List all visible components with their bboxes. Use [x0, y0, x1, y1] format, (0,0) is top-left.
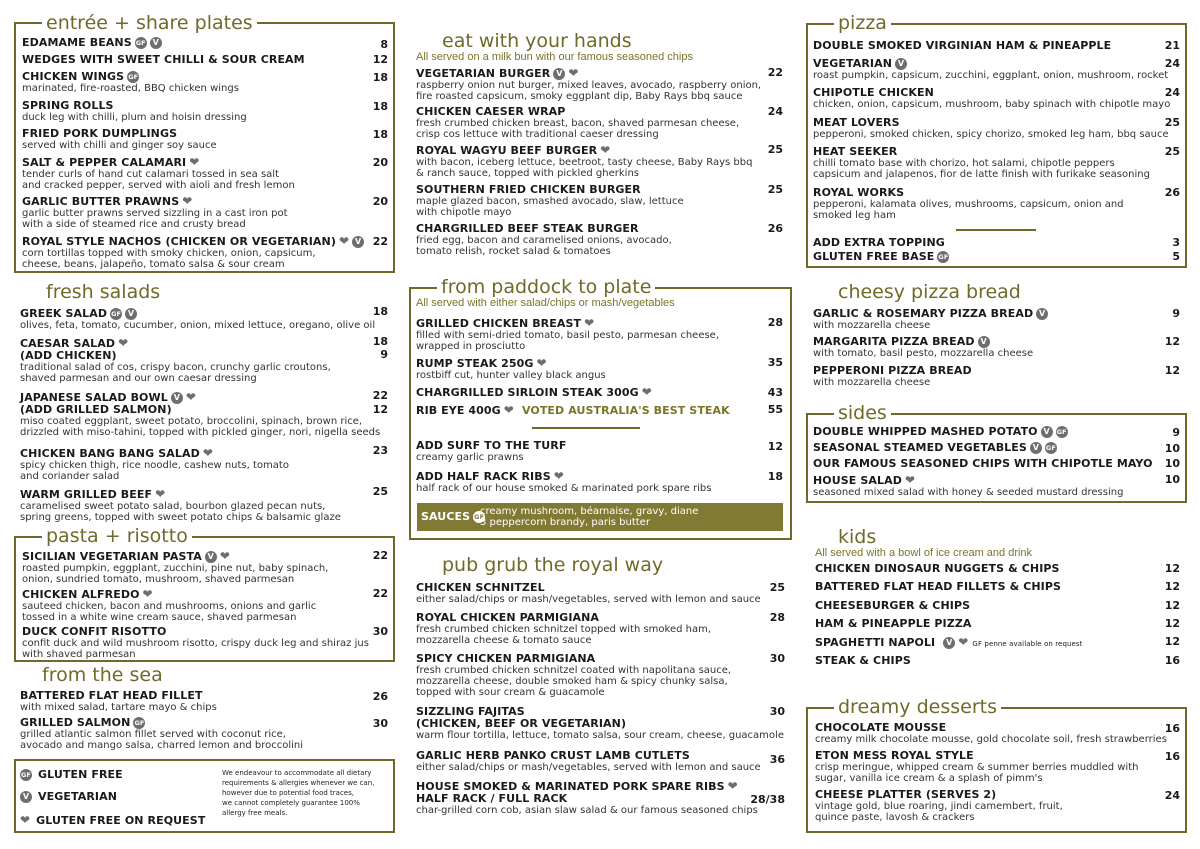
item-price: 10 [1164, 473, 1180, 486]
menu-item: SPICY CHICKEN PARMIGIANA fresh crumbed chicken schnitzel coated with napolitana sauce, mozzarella cheese, double smoked ham & spicy chunky salsa, topped with sour cream & guacamole [416, 652, 732, 698]
menu-item: SOUTHERN FRIED CHICKEN BURGER maple glazed bacon, smashed avocado, slaw, lettuce with chipotle mayo [416, 183, 684, 218]
menu-item: CHICKEN DINOSAUR NUGGETS & CHIPS [815, 562, 1060, 575]
best-steak-tag: VOTED AUSTRALIA'S BEST STEAK [521, 404, 730, 417]
heart-icon: ❤ [958, 635, 969, 649]
menu-item: PEPPERONI PIZZA BREAD with mozzarella cheese [813, 364, 972, 388]
gluten-free-icon: GF [128, 73, 139, 81]
item-price: 18 [372, 335, 388, 348]
vegetarian-icon: V [943, 637, 955, 649]
menu-item: CHICKEN SCHNITZEL either salad/chips or mash/vegetables, served with lemon and sauce [416, 581, 761, 605]
item-price: 12 [1164, 617, 1180, 630]
hands-title: eat with your hands [442, 30, 632, 52]
vegetarian-icon: V [125, 308, 137, 320]
menu-item: DOUBLE WHIPPED MASHED POTATO V GF [813, 425, 1067, 438]
menu-item: RUMP STEAK 250G ❤ rostbiff cut, hunter valley black angus [416, 356, 606, 381]
pub-title: pub grub the royal way [442, 554, 664, 576]
item-price: 10 [1164, 457, 1180, 470]
heart-icon: ❤ [219, 549, 230, 563]
legend-vegetarian: V VEGETARIAN [20, 791, 117, 803]
item-price: 16 [1164, 654, 1180, 667]
heart-icon: ❤ [553, 469, 564, 483]
menu-item: SALT & PEPPER CALAMARI ❤ tender curls of hand cut calamari tossed in sea salt and cracked pepper, served with aioli and fresh lemon [22, 155, 295, 191]
menu-item: ADD SURF TO THE TURF creamy garlic prawns [416, 439, 567, 463]
menu-item: SICILIAN VEGETARIAN PASTA V ❤ roasted pumpkin, eggplant, zucchini, pine nut, baby spinach, onion, sundried tomato, mushroom, shaved parmesan [22, 549, 329, 585]
item-price-extra: 12 [372, 403, 388, 416]
item-price-extra: 9 [380, 348, 388, 361]
item-price: 9 [1172, 426, 1180, 439]
menu-item: VEGETARIAN BURGER V ❤ raspberry onion nut burger, mixed leaves, avocado, raspberry onion, fire roasted capsicum, smoky eggplant dip, Baby Rays bbq sauce [416, 66, 762, 102]
vegetarian-icon: V [205, 551, 217, 563]
heart-icon: ❤ [118, 336, 129, 350]
gluten-free-icon: GF [1056, 428, 1067, 436]
menu-item: FRIED PORK DUMPLINGS served with chilli and ginger soy sauce [22, 127, 217, 151]
item-price: 30 [769, 652, 785, 665]
menu-item: BATTERED FLAT HEAD FILLETS & CHIPS [815, 580, 1062, 593]
pasta-title: pasta + risotto [42, 525, 192, 547]
menu-item: ROYAL CHICKEN PARMIGIANA fresh crumbed chicken schnitzel topped with smoked ham, mozzarella cheese & tomato sauce [416, 611, 712, 646]
vegetarian-icon: V [553, 68, 565, 80]
item-price: 22 [372, 549, 388, 562]
paddock-subtitle: All served with either salad/chips or mash/vegetables [416, 297, 675, 309]
gluten-free-icon: GF [938, 253, 949, 261]
item-price: 24 [1164, 57, 1180, 70]
heart-icon: ❤ [155, 487, 166, 501]
menu-item: GARLIC HERB PANKO CRUST LAMB CUTLETS either salad/chips or mash/vegetables, served with lemon and sauce [416, 749, 761, 773]
divider [532, 427, 640, 429]
item-price: 18 [372, 71, 388, 84]
item-price: 28 [767, 316, 783, 329]
heart-icon: ❤ [182, 194, 193, 208]
item-price: 18 [372, 100, 388, 113]
menu-item: HAM & PINEAPPLE PIZZA [815, 617, 972, 630]
item-price: 9 [1172, 307, 1180, 320]
vegetarian-icon: V [1030, 442, 1042, 454]
item-price: 22 [372, 587, 388, 600]
sides-title: sides [834, 402, 891, 424]
menu-item: WARM GRILLED BEEF ❤ caramelised sweet potato salad, bourbon glazed pecan nuts, spring greens, topped with sweet potato chips & balsamic glaze [20, 487, 341, 523]
item-price: 16 [1164, 722, 1180, 735]
item-price: 12 [1164, 364, 1180, 377]
paddock-title: from paddock to plate [437, 276, 655, 298]
menu-item: CHICKEN BANG BANG SALAD ❤ spicy chicken thigh, rice noodle, cashew nuts, tomato and coriander salad [20, 446, 289, 482]
item-price: 26 [372, 690, 388, 703]
item-price: 55 [767, 403, 783, 416]
menu-item: ROYAL STYLE NACHOS (CHICKEN OR VEGETARIAN) ❤ V corn tortillas topped with smoky chicken, onion, capsicum, cheese, beans, jalapeño, tomato salsa & sour cream [22, 235, 364, 270]
heart-icon: ❤ [185, 390, 197, 404]
gluten-free-icon: GF [135, 39, 146, 47]
menu-item: GRILLED CHICKEN BREAST ❤ filled with semi-dried tomato, basil pesto, parmesan cheese, wrapped in prosciutto [416, 316, 720, 352]
menu-item: EDAMAME BEANS GF V [22, 37, 162, 49]
vegetarian-icon: V [978, 336, 990, 348]
item-price: 10 [1164, 442, 1180, 455]
item-price: 43 [767, 386, 783, 399]
menu-item: GLUTEN FREE BASE GF [813, 250, 949, 263]
heart-icon: ❤ [600, 143, 611, 157]
heart-icon: ❤ [142, 587, 153, 601]
item-price: 12 [1164, 335, 1180, 348]
item-price: 22 [767, 66, 783, 79]
heart-icon: ❤ [727, 779, 738, 793]
gluten-free-icon: GF [474, 513, 485, 521]
item-price: 5 [1172, 250, 1180, 263]
item-price: 26 [767, 222, 783, 235]
menu-item: HOUSE SALAD ❤ seasoned mixed salad with honey & seeded mustard dressing [813, 473, 1124, 498]
item-price: 12 [767, 440, 783, 453]
menu-item: SPRING ROLLS duck leg with chilli, plum and hoisin dressing [22, 99, 247, 123]
desserts-title: dreamy desserts [834, 696, 1001, 718]
item-price: 25 [1164, 116, 1180, 129]
item-price: 25 [767, 143, 783, 156]
vegetarian-icon: V [1041, 426, 1053, 438]
salads-title: fresh salads [46, 281, 161, 303]
menu-item: ADD HALF RACK RIBS ❤ half rack of our house smoked & marinated pork spare ribs [416, 469, 712, 494]
hands-subtitle: All served on a milk bun with our famous seasoned chips [416, 51, 693, 63]
menu-item: CHARGRILLED BEEF STEAK BURGER fried egg, bacon and caramelised onions, avocado, tomato relish, rocket salad & tomatoes [416, 222, 672, 257]
gluten-free-icon: GF [21, 771, 31, 779]
sauces-banner: SAUCES GF creamy mushroom, béarnaise, gravy, diane 3 peppercorn brandy, paris butter [417, 503, 783, 531]
heart-icon: ❤ [338, 234, 350, 248]
menu-item: CHICKEN CAESER WRAP fresh crumbed chicken breast, bacon, shaved parmesan cheese, crisp cos lettuce with traditional caeser dressing [416, 105, 740, 140]
menu-item: CHEESEBURGER & CHIPS [815, 599, 971, 612]
item-price: 18 [767, 470, 783, 483]
menu-item: ROYAL WORKS pepperoni, kalamata olives, mushrooms, capsicum, onion and smoked leg ham [813, 186, 1124, 221]
divider [956, 229, 1036, 231]
menu-item: HEAT SEEKER chilli tomato base with chorizo, hot salami, chipotle peppers capsicum and jalapenos, fior de latte finish with furikake seasoning [813, 145, 1150, 180]
item-price: 26 [1164, 186, 1180, 199]
menu-item: ADD EXTRA TOPPING [813, 236, 945, 249]
legend-gf-request: ❤ GLUTEN FREE ON REQUEST [20, 813, 206, 827]
item-price: 8 [380, 38, 388, 51]
menu-item: MARGARITA PIZZA BREAD V with tomato, basil pesto, mozzarella cheese [813, 335, 1034, 359]
item-price: 25 [767, 183, 783, 196]
item-price: 25 [1164, 145, 1180, 158]
menu-item: HOUSE SMOKED & MARINATED PORK SPARE RIBS ❤ HALF RACK / FULL RACK char-grilled corn cob, asian slaw salad & our famous seasoned chips [416, 779, 758, 816]
item-price: 12 [1164, 580, 1180, 593]
heart-icon: ❤ [189, 155, 200, 169]
menu-item: SPAGHETTI NAPOLI V ❤ GF penne available on request [815, 635, 1083, 649]
item-price: 28 [769, 611, 785, 624]
vegetarian-icon: V [20, 791, 32, 803]
menu-item: RIB EYE 400G ❤ VOTED AUSTRALIA'S BEST STEAK [416, 403, 730, 417]
pizza-title: pizza [834, 12, 891, 34]
menu-item: SIZZLING FAJITAS (CHICKEN, BEEF OR VEGETARIAN) warm flour tortilla, lettuce, tomato salsa, sour cream, cheese, guacamole [416, 705, 784, 741]
menu-item: MEAT LOVERS pepperoni, smoked chicken, spicy chorizo, smoked leg ham, bbq sauce [813, 116, 1169, 140]
heart-icon: ❤ [584, 316, 595, 330]
item-price: 23 [372, 444, 388, 457]
menu-item: CAESAR SALAD ❤ (ADD CHICKEN) traditional salad of cos, crispy bacon, crunchy garlic croutons, shaved parmesan and our own caesar dressing [20, 336, 331, 384]
menu-item: STEAK & CHIPS [815, 654, 911, 667]
menu-item: CHOCOLATE MOUSSE creamy milk chocolate mousse, gold chocolate soil, fresh strawberries [815, 721, 1167, 745]
item-price: 25 [769, 581, 785, 594]
vegetarian-icon: V [352, 236, 364, 248]
menu-item: CHICKEN WINGS GF marinated, fire-roasted, BBQ chicken wings [22, 70, 239, 94]
vegetarian-icon: V [171, 392, 183, 404]
kids-title: kids [838, 526, 877, 548]
item-price: 25 [372, 485, 388, 498]
menu-item: DUCK CONFIT RISOTTO confit duck and wild mushroom risotto, crispy duck leg and shiraz jus with shaved parmesan [22, 625, 369, 660]
menu-item: GRILLED SALMON GF grilled atlantic salmon fillet served with coconut rice, avocado and mango salsa, charred lemon and broccolini [20, 716, 304, 751]
item-price: 20 [372, 195, 388, 208]
menu-item: SEASONAL STEAMED VEGETABLES V GF [813, 441, 1056, 454]
bread-title: cheesy pizza bread [838, 281, 1021, 303]
sea-title: from the sea [42, 664, 163, 686]
item-price: 12 [1164, 635, 1180, 648]
entree-title: entrée + share plates [42, 12, 257, 34]
menu-item: GARLIC & ROSEMARY PIZZA BREAD V with mozzarella cheese [813, 308, 1048, 331]
menu-item: CHICKEN ALFREDO ❤ sauteed chicken, bacon and mushrooms, onions and garlic tossed in a white wine cream sauce, shaved parmesan [22, 587, 317, 623]
vegetarian-icon: V [895, 58, 907, 70]
menu-item: VEGETARIAN V roast pumpkin, capsicum, zucchini, eggplant, onion, mushroom, rocket [813, 57, 1169, 81]
item-price: 21 [1164, 39, 1180, 52]
menu-item: CHIPOTLE CHICKEN chicken, onion, capsicum, mushroom, baby spinach with chipotle mayo [813, 86, 1171, 110]
menu-item: DOUBLE SMOKED VIRGINIAN HAM & PINEAPPLE [813, 39, 1112, 52]
menu-item: GARLIC BUTTER PRAWNS ❤ garlic butter prawns served sizzling in a cast iron pot with a side of steamed rice and crusty bread [22, 194, 288, 230]
item-price: 36 [769, 753, 785, 766]
item-price: 30 [769, 705, 785, 718]
item-price: 3 [1172, 236, 1180, 249]
heart-icon: ❤ [202, 446, 213, 460]
item-price: 20 [372, 156, 388, 169]
menu-item: ETON MESS ROYAL STYLE crisp meringue, whipped cream & summer berries muddled with sugar, vanilla ice cream & a splash of pimm's [815, 749, 1139, 784]
item-price: 24 [1164, 86, 1180, 99]
item-price: 12 [1164, 599, 1180, 612]
heart-icon: ❤ [20, 813, 31, 827]
menu-item: OUR FAMOUS SEASONED CHIPS WITH CHIPOTLE MAYO [813, 457, 1153, 470]
menu-item: ROYAL WAGYU BEEF BURGER ❤ with bacon, iceberg lettuce, beetroot, tasty cheese, Baby Rays bbq & ranch sauce, topped with pickled gherkins [416, 143, 753, 179]
item-price: 24 [1164, 789, 1180, 802]
menu-item: BATTERED FLAT HEAD FILLET with mixed salad, tartare mayo & chips [20, 689, 217, 713]
item-price: 30 [372, 717, 388, 730]
gluten-free-icon: GF [111, 310, 122, 318]
heart-icon: ❤ [904, 473, 916, 487]
heart-icon: ❤ [503, 403, 514, 417]
vegetarian-icon: V [1036, 308, 1048, 320]
gluten-free-icon: GF [134, 719, 145, 727]
item-price: 30 [372, 625, 388, 638]
item-price: 22 [372, 235, 388, 248]
heart-icon: ❤ [568, 66, 579, 80]
menu-item: GREEK SALAD GF V olives, feta, tomato, cucumber, onion, mixed lettuce, oregano, olive oil [20, 307, 376, 331]
menu-item: WEDGES WITH SWEET CHILLI & SOUR CREAM [22, 53, 305, 66]
item-price: 28/38 [750, 793, 785, 806]
menu-item: JAPANESE SALAD BOWL V ❤ (ADD GRILLED SALMON) miso coated eggplant, sweet potato, broccolini, spinach, brown rice, drizzled with miso-tahini, topped with pickled ginger, nori, nigella seeds [20, 390, 381, 438]
item-price: 35 [767, 356, 783, 369]
item-price: 12 [1164, 562, 1180, 575]
item-price: 18 [372, 305, 388, 318]
item-price: 18 [372, 128, 388, 141]
gluten-free-icon: GF [1045, 444, 1056, 452]
menu-item: CHARGRILLED SIRLOIN STEAK 300G ❤ [416, 385, 652, 399]
item-price: 24 [767, 105, 783, 118]
item-price: 16 [1164, 750, 1180, 763]
allergy-note: We endeavour to accommodate all dietary requirements & allergies whenever we can, however due to potential food traces, we cannot completely guarantee 100% allergy free meals. [222, 769, 375, 817]
item-price: 12 [372, 53, 388, 66]
legend-gluten-free: GF GLUTEN FREE [21, 768, 123, 781]
heart-icon: ❤ [536, 356, 547, 370]
kids-subtitle: All served with a bowl of ice cream and drink [815, 547, 1033, 559]
vegetarian-icon: V [150, 37, 162, 49]
menu-item: CHEESE PLATTER (SERVES 2) vintage gold, blue roaring, jindi camembert, fruit, quince paste, lavosh & crackers [815, 788, 1063, 823]
heart-icon: ❤ [641, 385, 652, 399]
item-price: 22 [372, 389, 388, 402]
